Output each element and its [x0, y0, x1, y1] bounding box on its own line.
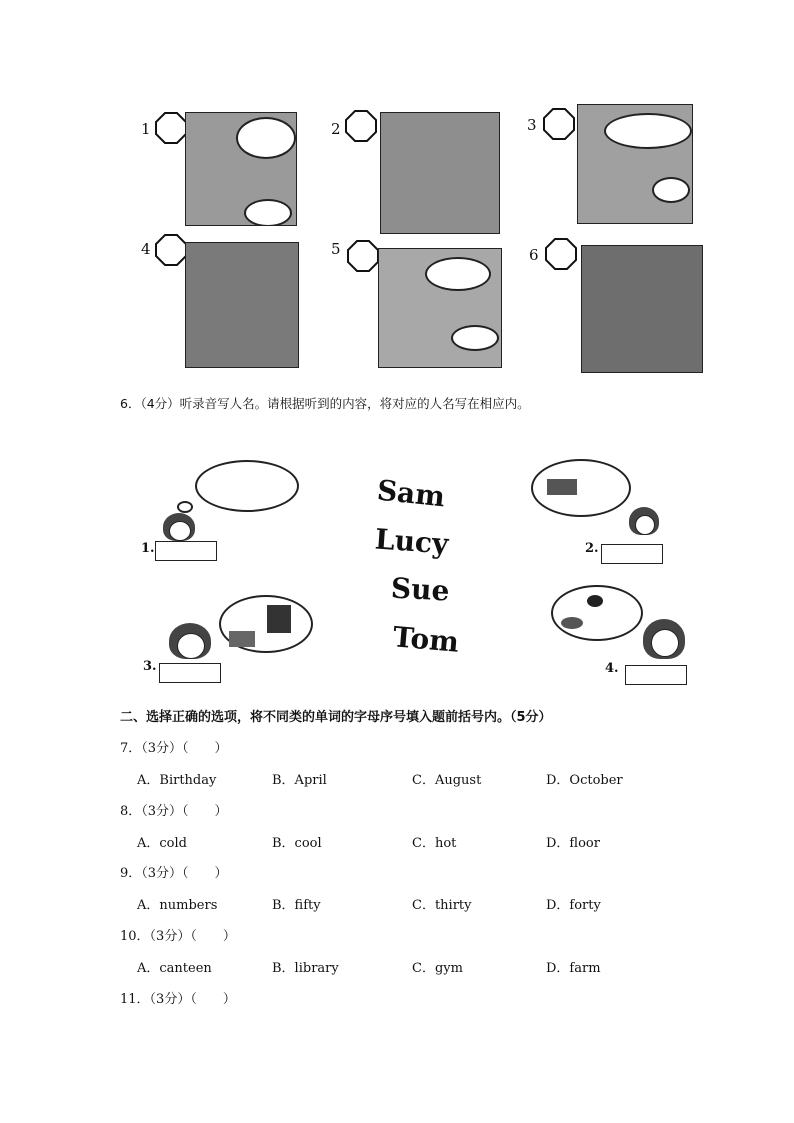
flag-icon: [587, 595, 603, 607]
name-sue: Sue: [390, 571, 451, 608]
q8-option-b: B．cool: [272, 836, 322, 851]
q9-option-a: A．numbers: [137, 898, 218, 913]
thought-bubble-2: [531, 459, 631, 517]
q7-option-c: C．August: [412, 773, 482, 788]
picture-number-5: 5: [331, 240, 341, 258]
question-7-label: 7．（3分）（ ）: [120, 741, 228, 756]
picture-1: [185, 112, 297, 226]
name-answer-box-4[interactable]: [625, 665, 687, 685]
kid-3: [169, 623, 211, 659]
us-flag-icon: [229, 631, 255, 647]
answer-octagon-4[interactable]: [155, 234, 187, 266]
question-11-label: 11．（3分）（ ）: [120, 992, 236, 1007]
answer-octagon-5[interactable]: [347, 240, 379, 272]
question-8-label: 8．（3分）（ ）: [120, 804, 228, 819]
picture-number-6: 6: [529, 246, 539, 264]
q9-option-d: D．forty: [546, 898, 601, 913]
q8-option-c: C．hot: [412, 836, 457, 851]
kid-1: [163, 513, 195, 541]
q8-option-d: D．floor: [546, 836, 600, 851]
name-sam: Sam: [375, 473, 447, 514]
q7-option-a: A．Birthday: [137, 773, 217, 788]
question-6-text: 6．（4分）听录音写人名。请根据听到的内容，将对应的人名写在相应内。: [120, 396, 530, 411]
name-answer-box-1[interactable]: [155, 541, 217, 561]
picture-6: [581, 245, 703, 373]
answer-octagon-3[interactable]: [543, 108, 575, 140]
name-matching-figure: [135, 455, 700, 695]
name-lucy: Lucy: [373, 522, 450, 561]
q9-option-b: B．fifty: [272, 898, 321, 913]
thought-bubble-1: [195, 460, 299, 512]
thought-bubble-4: [551, 585, 643, 641]
book-icon: [267, 605, 291, 633]
q9-option-c: C．thirty: [412, 898, 472, 913]
box-number-3: 3.: [143, 659, 157, 674]
picture-number-1: 1: [141, 120, 151, 138]
kid-2: [629, 507, 659, 535]
q10-option-d: D．farm: [546, 961, 601, 976]
q10-option-b: B．library: [272, 961, 339, 976]
box-number-1: 1.: [141, 541, 155, 556]
answer-octagon-6[interactable]: [545, 238, 577, 270]
picture-4: [185, 242, 299, 368]
name-tom: Tom: [391, 620, 461, 659]
answer-octagon-1[interactable]: [155, 112, 187, 144]
picture-5: [378, 248, 502, 368]
name-answer-box-2[interactable]: [601, 544, 663, 564]
picture-2: [380, 112, 500, 234]
q7-option-b: B．April: [272, 773, 327, 788]
picture-number-3: 3: [527, 116, 537, 134]
q7-option-d: D．October: [546, 773, 623, 788]
q10-option-c: C．gym: [412, 961, 463, 976]
section-2-title: 二、选择正确的选项，将不同类的单词的字母序号填入题前括号内。（5分）: [120, 710, 552, 725]
picture-grid: [135, 100, 705, 378]
picture-3: [577, 104, 693, 224]
thought-bubble-3: [219, 595, 313, 653]
question-10-label: 10．（3分）（ ）: [120, 929, 236, 944]
box-number-2: 2.: [585, 541, 599, 556]
question-9-label: 9．（3分）（ ）: [120, 866, 228, 881]
picture-number-2: 2: [331, 120, 341, 138]
food-icon: [561, 617, 583, 629]
q10-option-a: A．canteen: [137, 961, 212, 976]
answer-octagon-2[interactable]: [345, 110, 377, 142]
name-answer-box-3[interactable]: [159, 663, 221, 683]
box-number-4: 4.: [605, 661, 619, 676]
uk-flag-icon: [547, 479, 577, 495]
kid-4: [643, 619, 685, 659]
picture-number-4: 4: [141, 240, 151, 258]
q8-option-a: A．cold: [137, 836, 187, 851]
